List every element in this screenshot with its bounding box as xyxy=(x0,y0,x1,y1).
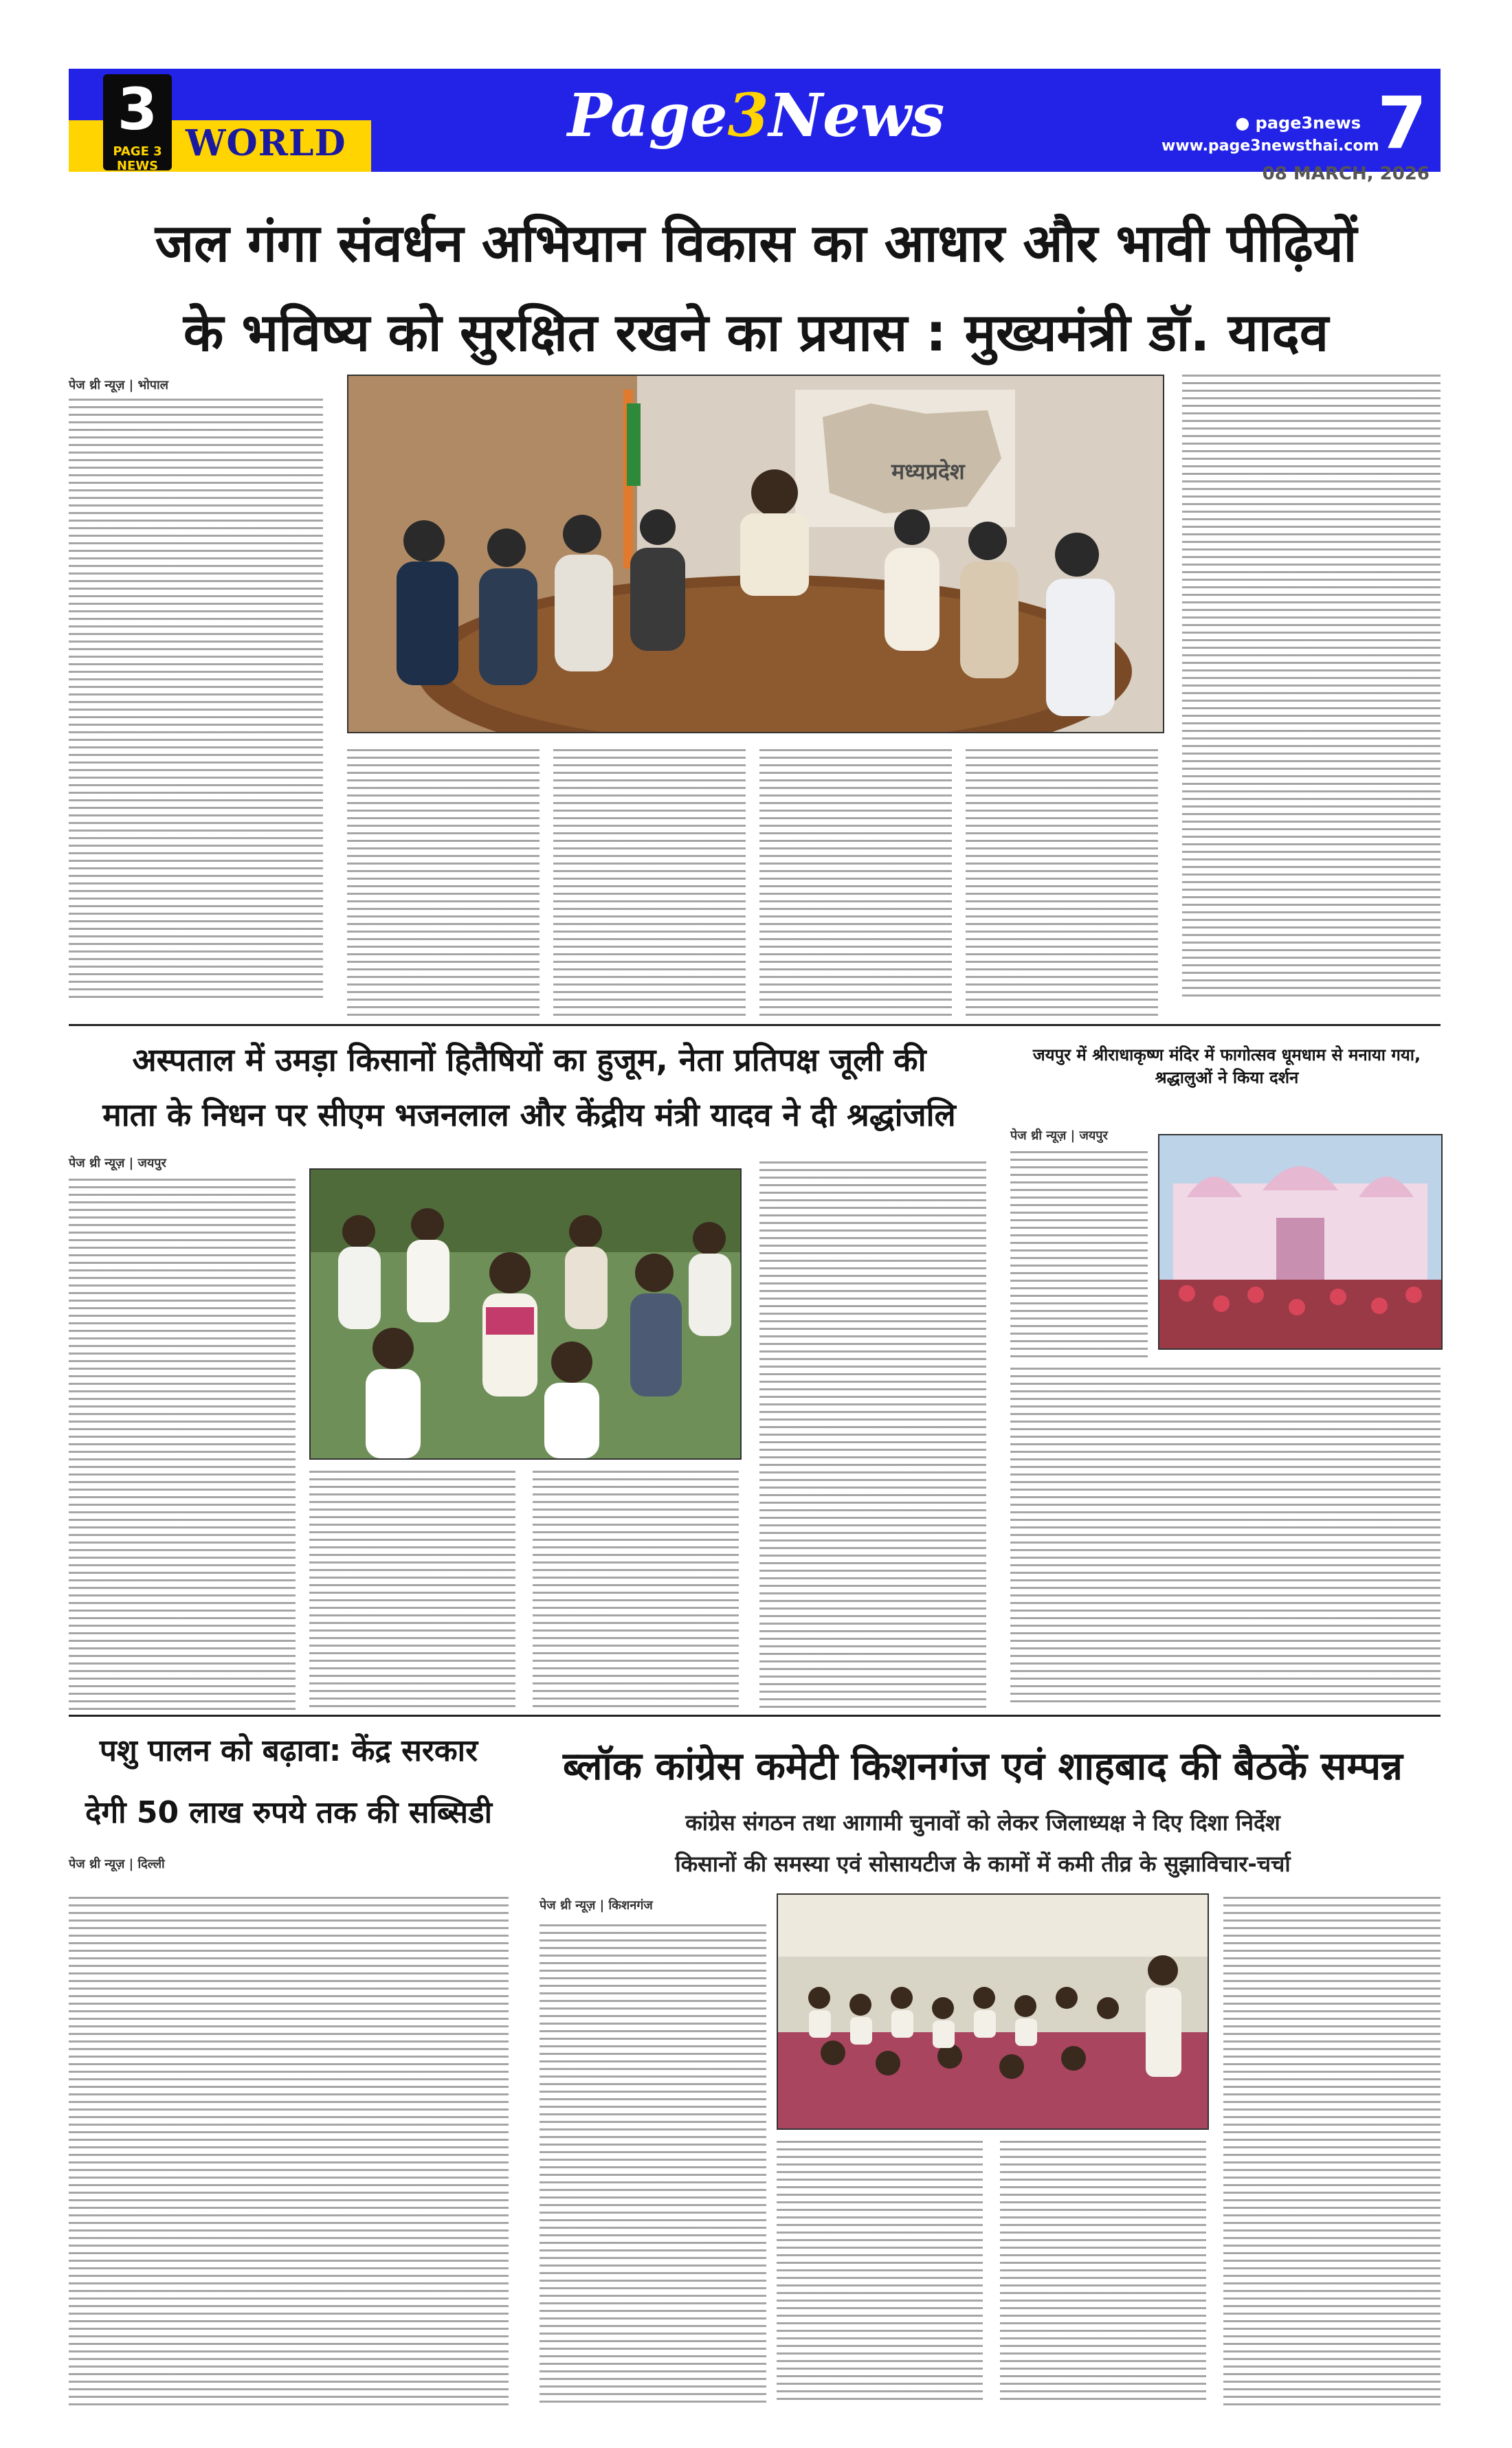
lead-headline-line1: जल गंगा संवर्धन अभियान विकास का आधार और भावी पीढ़ियों xyxy=(155,212,1357,274)
bottom-left-headline-line1: पशु पालन को बढ़ावा: केंद्र सरकार xyxy=(99,1733,478,1768)
brand-title xyxy=(550,81,962,151)
second-byline: पेज थ्री न्यूज़ | जयपुर xyxy=(69,1156,166,1170)
brand-prefix: Page xyxy=(567,81,728,151)
side-photo xyxy=(1158,1134,1443,1350)
issue-date: 08 MARCH, 2026 xyxy=(1262,164,1430,184)
second-column-4 xyxy=(759,1161,986,1711)
bottom-right-photo xyxy=(777,1893,1209,2130)
page-number: 7 xyxy=(1377,81,1427,165)
side-column-1 xyxy=(1010,1151,1148,1357)
logo-tag: PAGE 3 NEWS xyxy=(113,144,162,173)
side-column-2 xyxy=(1010,1368,1441,1704)
lead-byline: पेज थ्री न्यूज़ | भोपाल xyxy=(69,378,168,392)
lead-column-right xyxy=(1182,375,1441,997)
bottom-right-column-4 xyxy=(1223,1897,1441,2405)
side-headline: जयपुर में श्रीराधाकृष्ण मंदिर में फागोत्सव धूमधाम से मनाया गया, श्रद्धालुओं ने किया दर्शन xyxy=(1032,1045,1421,1087)
lead-column-2 xyxy=(347,749,540,1017)
brand-three: 3 xyxy=(727,81,769,151)
social-handle-text: page3news xyxy=(1255,113,1361,133)
bottom-right-column-3 xyxy=(1000,2141,1206,2405)
bottom-right-headline: ब्लॉक कांग्रेस कमेटी किशनगंज एवं शाहबाद की बैठकें सम्पन्न xyxy=(563,1744,1403,1789)
second-headline-line2: माता के निधन पर सीएम भजनलाल और केंद्रीय मंत्री यादव ने दी श्रद्धांजलि xyxy=(102,1096,956,1133)
second-photo xyxy=(309,1168,742,1460)
bottom-right-byline: पेज थ्री न्यूज़ | किशनगंज xyxy=(540,1898,653,1913)
second-column-2 xyxy=(309,1471,515,1711)
section-divider-2 xyxy=(69,1715,1441,1717)
section-divider xyxy=(69,1024,1441,1026)
section-label: WORLD xyxy=(186,122,346,164)
bottom-left-headline-line2: देगी 50 लाख रुपये तक की सब्सिडी xyxy=(85,1795,492,1830)
website-url: www.page3newsthai.com xyxy=(1161,137,1379,155)
lead-headline-line2: के भविष्य को सुरक्षित रखने का प्रयास : मुख्यमंत्री डॉ. यादव xyxy=(183,302,1329,363)
lead-column-4 xyxy=(759,749,952,1017)
lead-column-5 xyxy=(966,749,1158,1017)
bottom-left-byline: पेज थ्री न्यूज़ | दिल्ली xyxy=(69,1857,165,1871)
lead-column-3 xyxy=(553,749,746,1017)
wall-map-label: मध्यप्रदेश xyxy=(891,458,965,485)
side-byline: पेज थ्री न्यूज़ | जयपुर xyxy=(1010,1128,1108,1143)
bottom-right-column-1 xyxy=(540,1924,766,2405)
logo-number: 3 xyxy=(117,76,158,143)
bottom-right-subhead-line1: कांग्रेस संगठन तथा आगामी चुनावों को लेकर जिलाध्यक्ष ने दिए दिशा निर्देश xyxy=(685,1810,1280,1836)
second-column-3 xyxy=(533,1471,739,1711)
bottom-right-column-2 xyxy=(777,2141,983,2405)
second-column-1 xyxy=(69,1179,296,1715)
lead-column-1 xyxy=(69,399,323,1003)
bottom-left-column xyxy=(69,1897,509,2405)
brand-suffix: News xyxy=(768,81,945,151)
social-handle: ● page3news xyxy=(1235,113,1361,133)
second-headline-line1: अस्पताल में उमड़ा किसानों हितैषियों का हुजूम, नेता प्रतिपक्ष जूली की xyxy=(132,1041,926,1078)
bottom-right-subhead-line2: किसानों की समस्या एवं सोसायटीज के कामों में कमी तीव्र के सुझाविचार-चर्चा xyxy=(675,1851,1291,1877)
lead-photo xyxy=(347,375,1164,733)
